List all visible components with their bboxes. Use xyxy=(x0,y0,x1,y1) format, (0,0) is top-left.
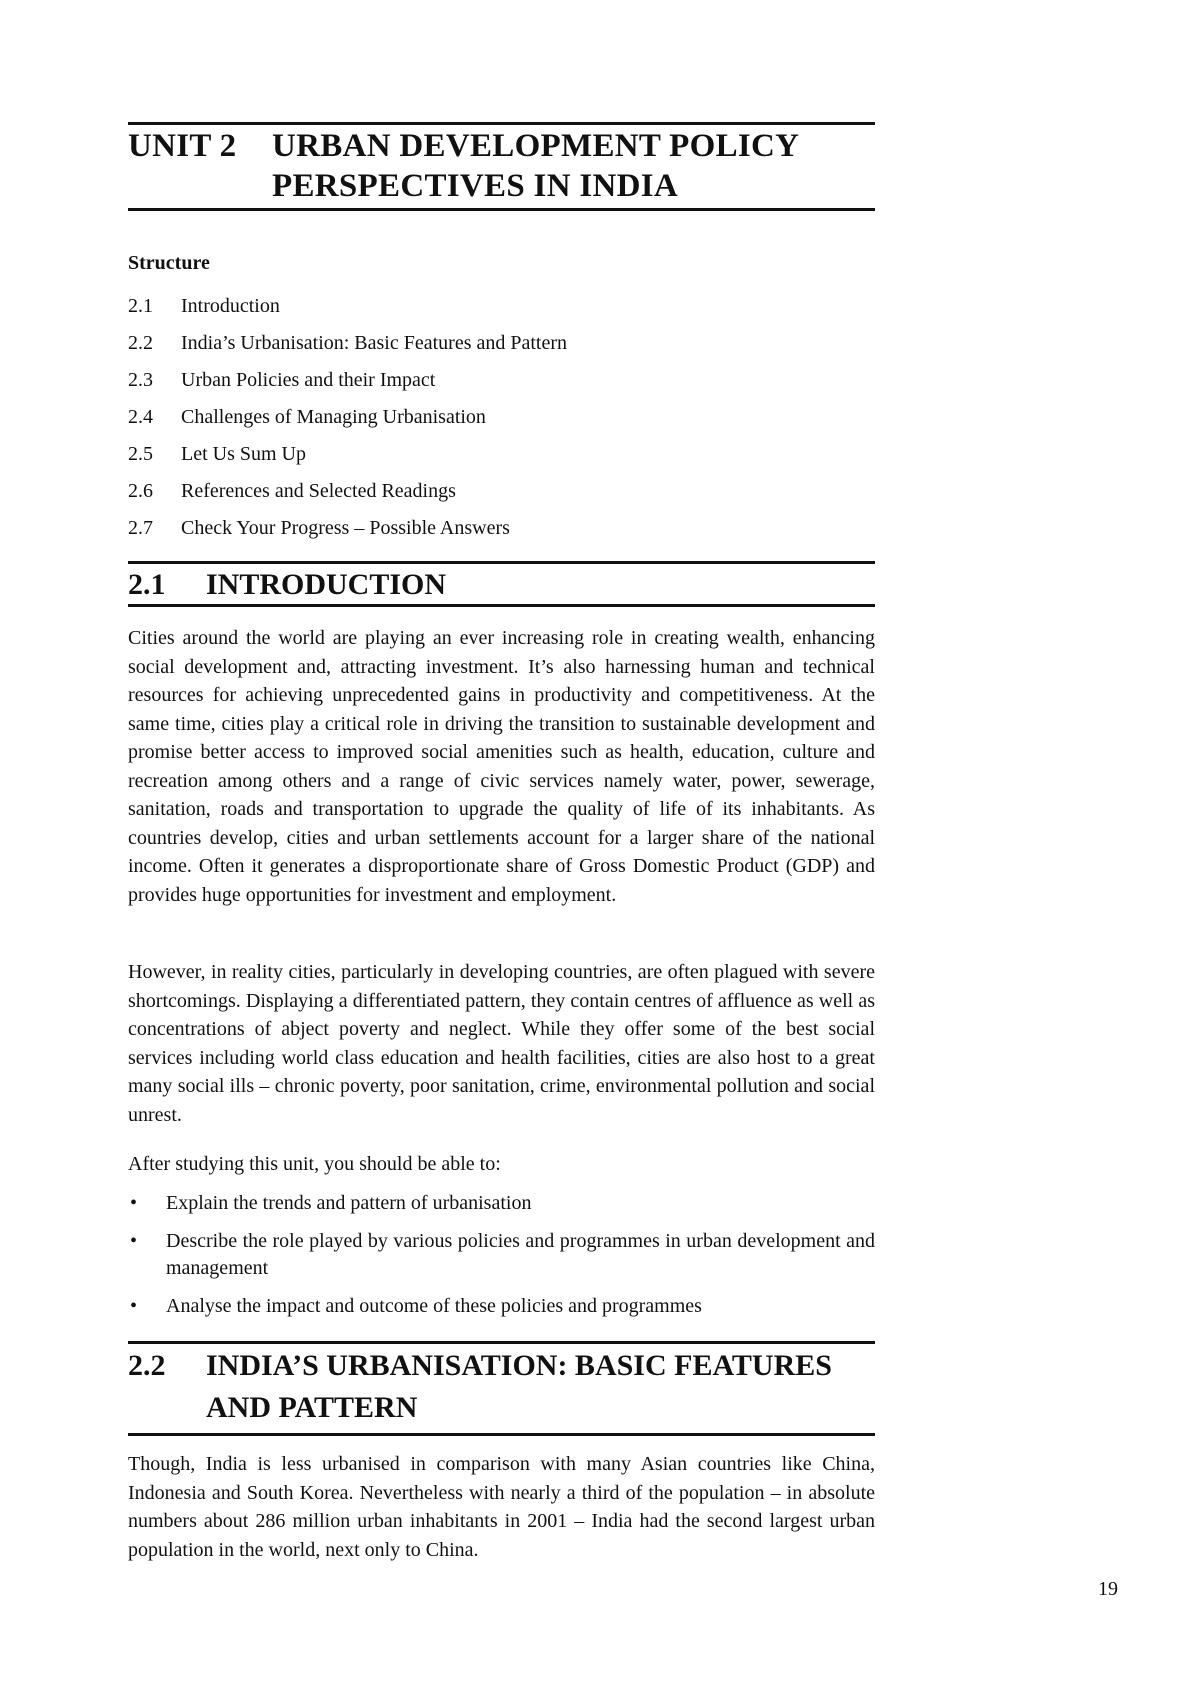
structure-item-label: References and Selected Readings xyxy=(181,480,456,502)
structure-item xyxy=(128,404,875,441)
section-title-text: INDIA’S URBANISATION: BASIC FEATURES AND PATTERN xyxy=(206,1349,832,1424)
structure-item-label: Check Your Progress – Possible Answers xyxy=(181,517,510,539)
objective-text: Describe the role played by various policies and programmes in urban development and management xyxy=(166,1230,875,1279)
unit-number: UNIT 2 xyxy=(128,128,237,164)
structure-item-label: Urban Policies and their Impact xyxy=(181,369,436,391)
objective-text: Explain the trends and pattern of urbanisation xyxy=(166,1192,532,1214)
structure-item-number: 2.6 xyxy=(128,480,153,502)
heading-top-rule xyxy=(128,122,875,125)
intro-paragraph-2: However, in reality cities, particularly in developing countries, are often plagued with severe shortcomings. Displaying a differentiated pattern, they contain centres of affluence as well as concentrations of abject poverty and neglect. While they offer some of the best social services including world class education and health facilities, cities are also host to a great many social ills – chronic poverty, poor sanitation, crime, environmental pollution and social unrest. xyxy=(128,961,875,1126)
structure-item xyxy=(128,515,875,552)
structure-title: Structure xyxy=(128,252,210,274)
structure-item xyxy=(128,293,875,330)
structure-item xyxy=(128,367,875,404)
bullet-icon: • xyxy=(130,1295,138,1317)
structure-item-number: 2.3 xyxy=(128,369,153,391)
structure-item-number: 2.1 xyxy=(128,295,153,317)
objective-text: Analyse the impact and outcome of these policies and programmes xyxy=(166,1295,702,1317)
structure-item-number: 2.7 xyxy=(128,517,153,539)
section-bottom-rule xyxy=(128,1433,875,1436)
structure-item-label: Introduction xyxy=(181,295,280,317)
section-top-rule xyxy=(128,561,875,564)
section-title-text: INTRODUCTION xyxy=(206,568,447,601)
urbanisation-paragraph-1: Though, India is less urbanised in comparison with many Asian countries like China, Indonesia and South Korea. Nevertheless with nearly a third of the population – in absolute numbers about 286 million urban inhabitants in 2001 – India had the second largest urban population in the world, next only to China. xyxy=(128,1453,875,1561)
section-number: 2.1 xyxy=(128,568,166,601)
heading-bottom-rule xyxy=(128,208,875,211)
section-number: 2.2 xyxy=(128,1349,166,1382)
structure-item-number: 2.5 xyxy=(128,443,153,465)
structure-item xyxy=(128,478,875,515)
intro-paragraph-3: After studying this unit, you should be able to: xyxy=(128,1153,501,1175)
structure-item-label: India’s Urbanisation: Basic Features and Pattern xyxy=(181,332,568,354)
structure-list xyxy=(128,293,875,552)
bullet-icon: • xyxy=(130,1230,138,1252)
structure-item-number: 2.4 xyxy=(128,406,153,428)
objectives-list xyxy=(128,1190,875,1331)
structure-item-label: Let Us Sum Up xyxy=(181,443,306,465)
objective-item xyxy=(128,1228,875,1282)
page-number: 19 xyxy=(1098,1578,1118,1600)
structure-item xyxy=(128,330,875,367)
objective-item xyxy=(128,1293,875,1320)
section-bottom-rule xyxy=(128,604,875,607)
objective-item xyxy=(128,1190,875,1217)
structure-item xyxy=(128,441,875,478)
structure-item-label: Challenges of Managing Urbanisation xyxy=(181,406,486,428)
structure-item-number: 2.2 xyxy=(128,332,153,354)
intro-paragraph-1: Cities around the world are playing an ever increasing role in creating wealth, enhancing social development and, attracting investment. It’s also harnessing human and technical resources for achieving unprecedented gains in productivity and competitiveness. At the same time, cities play a critical role in driving the transition to sustainable development and promise better access to improved social amenities such as health, education, culture and recreation among others and a range of civic services namely water, power, sewerage, sanitation, roads and transportation to upgrade the quality of life of its inhabitants. As countries develop, cities and urban settlements account for a larger share of the national income. Often it generates a disproportionate share of Gross Domestic Product (GDP) and provides huge opportunities for investment and employment. xyxy=(128,627,875,906)
unit-title-text: URBAN DEVELOPMENT POLICY PERSPECTIVES IN INDIA xyxy=(272,128,799,204)
section-top-rule xyxy=(128,1341,875,1344)
bullet-icon: • xyxy=(130,1192,138,1214)
